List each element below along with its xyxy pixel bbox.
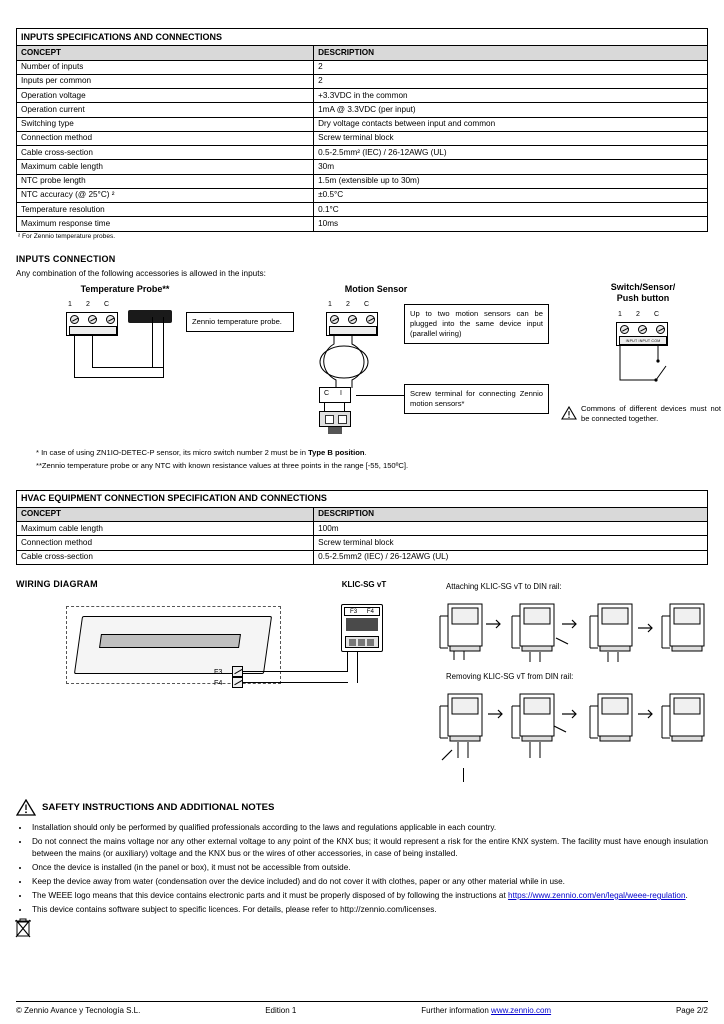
table-row [17, 188, 708, 202]
probe-wire [92, 336, 93, 368]
note-detec-p-bold: Type B position [308, 447, 365, 457]
cell-concept: Maximum cable length [17, 522, 314, 536]
warning-triangle-icon [16, 799, 36, 816]
cell-concept: NTC accuracy (@ 25°C) ² [17, 188, 314, 202]
cell-concept: Maximum response time [17, 217, 314, 231]
hvac-header-description: DESCRIPTION [314, 507, 708, 521]
terminal-number-2: 2 [86, 300, 90, 308]
page-footer [16, 1001, 708, 1015]
switch-title-line1: Switch/Sensor/ [610, 281, 676, 292]
inputs-connection-intro: Any combination of the following accessories is allowed in the inputs: [16, 268, 266, 278]
terminal-number-1: 1 [328, 300, 332, 308]
cell-concept: NTC probe length [17, 174, 314, 188]
cell-concept: Maximum cable length [17, 160, 314, 174]
list-item: • Keep the device away from water (condensation over the device included) and do not cover it with clothes, paper or any other material while in use. [30, 876, 708, 888]
unit-terminal-f4-screw [232, 677, 243, 688]
table-row [17, 160, 708, 174]
weee-bin-icon [14, 917, 32, 939]
table-row [17, 146, 708, 160]
safety-title: SAFETY INSTRUCTIONS AND ADDITIONAL NOTES [42, 801, 275, 813]
terminal-body [66, 312, 118, 336]
list-item: • Once the device is installed (in the panel or box), it must not be accessible from outside. [30, 862, 708, 874]
cell-concept: Operation current [17, 103, 314, 117]
screw-icon [656, 325, 665, 334]
note-detec-p-pre: * In case of using ZN1IO-DETEC-P sensor, its micro switch number 2 must be in [36, 447, 309, 457]
cell-description: 100m [314, 522, 708, 536]
switch-terminal-block [616, 312, 668, 346]
cell-description: 1.5m (extensible up to 30m) [314, 174, 708, 188]
switch-terminal-labels: INPUT INPUT COM [619, 336, 667, 345]
cell-description: Screw terminal block [314, 536, 708, 550]
terminal-number-1: 1 [618, 310, 622, 318]
licenses-link: http://zennio.com/licenses [340, 905, 435, 915]
motion-callout-parallel: Up to two motion sensors can be plugged into the same device input (parallel wiring) [404, 304, 549, 345]
wiring-line-f3 [243, 671, 348, 672]
terminal-slot-strip [69, 326, 117, 335]
list-item: • Do not connect the mains voltage nor any other external voltage to any point of the KNX bus; it would represent a risk for the entire KNX system. The facility must have enough insulation between the mains (or auxiliary) voltage and the KNX bus or the wires of other accessories, in case of being installed. [30, 836, 708, 859]
cell-description: +3.3VDC in the common [314, 89, 708, 103]
cell-description: Dry voltage contacts between input and common [314, 117, 708, 131]
table-row [17, 74, 708, 88]
screw-icon [620, 325, 629, 334]
din-attach-label: Attaching KLIC-SG vT to DIN rail: [446, 581, 562, 591]
ac-unit-grille [99, 634, 241, 648]
switch-title-line2: Push button [616, 292, 670, 303]
motion-sensor-base [328, 427, 342, 434]
screw-icon [348, 315, 357, 324]
table-row [17, 60, 708, 74]
table-row [17, 217, 708, 231]
footer-further-info [421, 1006, 551, 1015]
unit-terminal-f3-label: F3 [214, 666, 223, 676]
footer-website-link[interactable]: www.zennio.com [491, 1006, 552, 1015]
terminal-number-c: C [104, 300, 110, 308]
safety-list [16, 822, 708, 916]
inputs-spec-footnote: ² For Zennio temperature probes. [18, 232, 116, 240]
inputs-spec-header-description: DESCRIPTION [314, 46, 708, 60]
cell-concept: Cable cross-section [17, 146, 314, 160]
hvac-spec-table [16, 490, 708, 565]
table-row [17, 536, 708, 550]
klic-device [341, 604, 383, 652]
table-row [17, 103, 708, 117]
list-item-weee: • The WEEE logo means that this device contains electronic parts and it must be properly disposed of by following the instructions at https://www.zennio.com/en/legal/weee-regulation. [30, 890, 708, 902]
probe-wire [152, 317, 153, 367]
cell-description: Screw terminal block [314, 131, 708, 145]
wiring-line-f3-up [347, 650, 348, 672]
klic-label-strip [346, 618, 378, 631]
terminal-number-1: 1 [68, 300, 72, 308]
inputs-connection-heading: INPUTS CONNECTION [16, 253, 116, 264]
switch-schematic [614, 346, 674, 392]
table-row [17, 131, 708, 145]
hvac-header-concept: CONCEPT [17, 507, 314, 521]
inputs-spec-header-concept: CONCEPT [17, 46, 314, 60]
probe-callout: Zennio temperature probe. [186, 312, 294, 332]
unit-terminal-f4-label: F4 [214, 677, 223, 687]
motion-terminal-block [326, 302, 378, 336]
motion-sensor-lens [338, 415, 347, 424]
cell-description: 30m [314, 160, 708, 174]
parallel-wiring-loop [316, 336, 396, 388]
table-row [17, 203, 708, 217]
cell-description: 2 [314, 60, 708, 74]
screw-icon [88, 315, 97, 324]
callout-leader [356, 395, 404, 396]
sensor-terminal-label-i: I [340, 389, 342, 397]
terminal-slot-strip [329, 326, 377, 335]
screw-icon [106, 315, 115, 324]
weee-link[interactable]: https://www.zennio.com/en/legal/weee-regulation [508, 890, 686, 900]
klic-terminal-f3: F3 [350, 607, 358, 615]
motion-callout-terminal: Screw terminal for connecting Zennio motion sensors* [404, 384, 549, 415]
temperature-probe-body [128, 310, 172, 323]
probe-terminal-block [66, 302, 118, 336]
terminal-number-c: C [364, 300, 370, 308]
motion-sensor-title: Motion Sensor [344, 283, 408, 294]
cell-description: 0.5-2.5mm2 (IEC) / 26-12AWG (UL) [314, 550, 708, 564]
list-item-licenses: • This device contains software subject to specific licences. For details, please refer to http://zennio.com/licenses. [30, 904, 708, 916]
table-row [17, 550, 708, 564]
cell-concept: Inputs per common [17, 74, 314, 88]
cell-description: 1mA @ 3.3VDC (per input) [314, 103, 708, 117]
table-row [17, 522, 708, 536]
probe-wire [163, 317, 164, 378]
motion-sensor-body [319, 411, 351, 427]
cell-description: 0.5-2.5mm² (IEC) / 26-12AWG (UL) [314, 146, 708, 160]
cell-description: 2 [314, 74, 708, 88]
sensor-terminal-ci [319, 387, 351, 403]
footer-edition: Edition 1 [265, 1006, 297, 1015]
note-ntc-probe: **Zennio temperature probe or any NTC with known resistance values at three points in the range [-55, 150ºC]. [36, 460, 409, 470]
din-remove-figures [434, 688, 709, 768]
table-row [17, 174, 708, 188]
terminal-number-2: 2 [346, 300, 350, 308]
cell-concept: Connection method [17, 536, 314, 550]
cell-description: 0.1°C [314, 203, 708, 217]
screw-icon [638, 325, 647, 334]
probe-wire [74, 336, 75, 378]
wiring-misc-line [463, 768, 464, 782]
hvac-spec-title: HVAC EQUIPMENT CONNECTION SPECIFICATION AND CONNECTIONS [17, 490, 708, 507]
table-row [17, 117, 708, 131]
footer-further-info-label: Further information [421, 1006, 489, 1015]
safety-section [0, 799, 724, 916]
terminal-body [326, 312, 378, 336]
wiring-line-f4-up [357, 650, 358, 683]
temperature-probe-title: Temperature Probe** [80, 283, 170, 294]
din-attach-figures [434, 598, 709, 668]
cell-concept: Operation voltage [17, 89, 314, 103]
commons-warning-text: Commons of different devices must not be connected together. [581, 403, 721, 424]
cell-concept: Cable cross-section [17, 550, 314, 564]
note-detec-p [36, 447, 696, 458]
sensor-terminal-label-c: C [324, 389, 330, 397]
probe-wire [74, 377, 164, 378]
terminal-body [616, 322, 668, 346]
unit-terminal-f3-screw [232, 666, 243, 677]
terminal-number-c: C [654, 310, 660, 318]
cell-concept: Temperature resolution [17, 203, 314, 217]
cell-description: ±0.5°C [314, 188, 708, 202]
cell-concept: Switching type [17, 117, 314, 131]
klic-connector [345, 636, 379, 648]
note-detec-p-post: . [364, 447, 367, 457]
terminal-number-2: 2 [636, 310, 640, 318]
wiring-diagram-heading: WIRING DIAGRAM [16, 578, 98, 589]
probe-wire [92, 367, 164, 368]
klic-device-label: KLIC-SG vT [341, 579, 387, 589]
klic-terminal-f4: F4 [366, 607, 374, 615]
warning-triangle-icon [561, 406, 577, 420]
table-row [17, 89, 708, 103]
wiring-line-f4 [243, 682, 348, 683]
klic-terminal-labels [344, 607, 380, 616]
cell-concept: Number of inputs [17, 60, 314, 74]
screw-icon [70, 315, 79, 324]
din-remove-label: Removing KLIC-SG vT from DIN rail: [446, 671, 574, 681]
hvac-spec-section [16, 490, 708, 565]
screw-icon [366, 315, 375, 324]
motion-sensor-lens [325, 415, 334, 424]
cell-concept: Connection method [17, 131, 314, 145]
cell-description: 10ms [314, 217, 708, 231]
inputs-connection-diagram [16, 281, 721, 484]
inputs-spec-title: INPUTS SPECIFICATIONS AND CONNECTIONS [17, 29, 708, 46]
footer-page-number: Page 2/2 [675, 1006, 708, 1015]
footer-company: © Zennio Avance y Tecnología S.L. [16, 1006, 141, 1015]
list-item: • Installation should only be performed by qualified professionals according to the laws and regulations applicable in each country. [30, 822, 708, 834]
inputs-spec-table [16, 28, 708, 232]
screw-icon [330, 315, 339, 324]
